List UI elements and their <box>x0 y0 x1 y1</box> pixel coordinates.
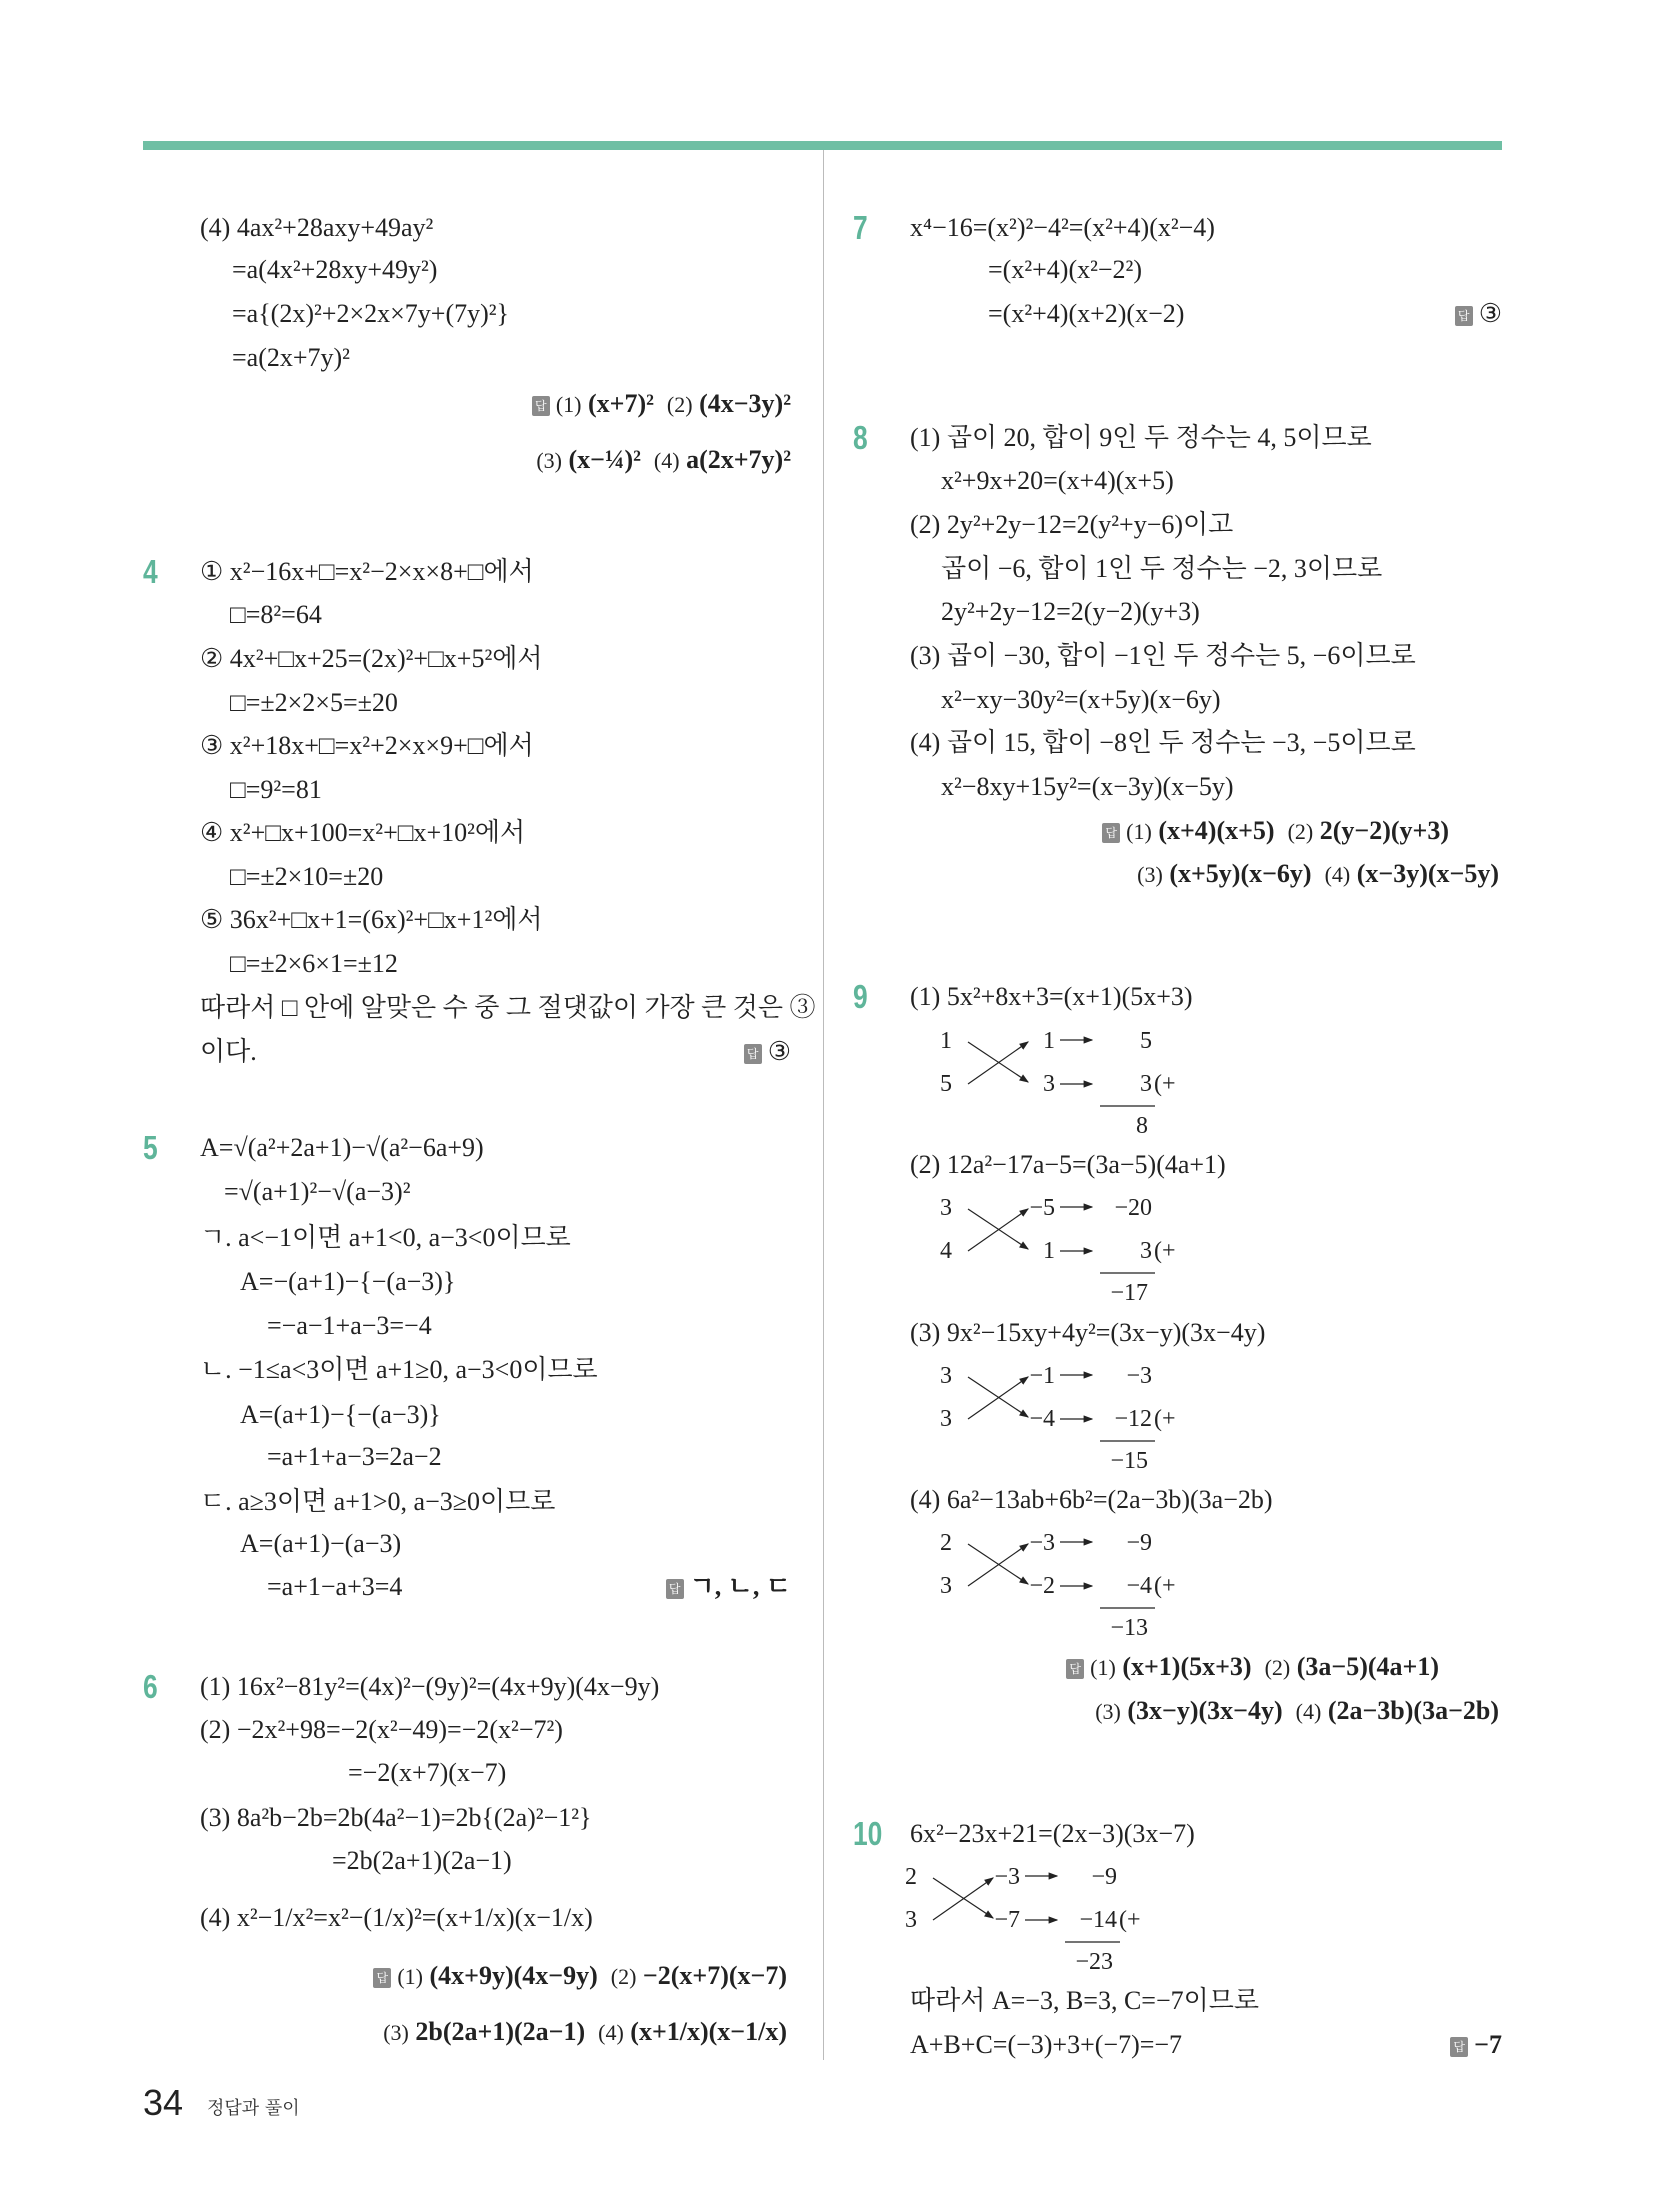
s5-line: ㄴ. −1≤a<3이면 a+1≥0, a−3<0이므로 <box>200 1355 598 1384</box>
s8-line: (4) 곱이 15, 합이 −8인 두 정수는 −3, −5이므로 <box>910 728 1416 757</box>
cross-product: −9 <box>1126 1530 1152 1556</box>
sum-sign: (+ <box>1154 1406 1176 1432</box>
answer-value: (x−3y)(x−5y) <box>1356 859 1499 888</box>
cross-right-factor: 1 <box>1043 1238 1055 1264</box>
answer-label: (3) <box>536 448 562 473</box>
s5-line: =a+1−a+3=4 <box>267 1572 403 1601</box>
s5-line: ㄱ. a<−1이면 a+1<0, a−3<0이므로 <box>200 1223 571 1252</box>
answer-value: 2(y−2)(y+3) <box>1319 816 1449 845</box>
s10-equation: 6x²−23x+21=(2x−3)(3x−7) <box>910 1819 1195 1848</box>
s6-line: (3) 8a²b−2b=2b(4a²−1)=2b{(2a)²−1²} <box>200 1803 592 1832</box>
s3-line: =a(2x+7y)² <box>232 343 350 372</box>
cross-product: −4 <box>1126 1573 1152 1599</box>
s9-equation: (2) 12a²−17a−5=(3a−5)(4a+1) <box>910 1150 1226 1179</box>
answer-icon: 답 <box>532 396 550 416</box>
s9-answer-row <box>1095 1691 1499 1732</box>
answer-value: ③ <box>1478 299 1502 328</box>
cross-right-factor: −3 <box>994 1864 1020 1890</box>
s7-line: =(x²+4)(x²−2²) <box>988 255 1143 284</box>
s4-line: □=8²=64 <box>230 600 322 629</box>
cross-left-factor: 3 <box>940 1195 952 1221</box>
answer-value: (3x−y)(3x−4y) <box>1127 1696 1283 1725</box>
cross-left-factor: 3 <box>940 1573 952 1599</box>
answer-label: (3) <box>1137 862 1163 887</box>
cross-sum: −13 <box>1110 1615 1148 1641</box>
column-divider <box>823 150 824 2060</box>
s9-equation: (1) 5x²+8x+3=(x+1)(5x+3) <box>910 982 1193 1011</box>
cross-left-factor: 2 <box>940 1530 952 1556</box>
cross-left-factor: 5 <box>940 1071 952 1097</box>
s4-line: ② 4x²+□x+25=(2x)²+□x+5²에서 <box>200 644 543 673</box>
s3-line: =a(4x²+28xy+49y²) <box>232 255 438 284</box>
section-number: 5 <box>143 1129 158 1166</box>
s8-line: x²−xy−30y²=(x+5y)(x−6y) <box>941 685 1221 714</box>
answer-value: (x+5y)(x−6y) <box>1169 859 1312 888</box>
cross-left-factor: 3 <box>940 1363 952 1389</box>
answer-value: 2b(2a+1)(2a−1) <box>415 2017 586 2046</box>
s6-line: =−2(x+7)(x−7) <box>348 1758 507 1787</box>
s10-answer <box>1450 2027 1502 2063</box>
cross-multiplication-diagram <box>940 1361 1200 1491</box>
s5-line: A=(a+1)−(a−3) <box>240 1529 402 1558</box>
answer-value: (4x+9y)(4x−9y) <box>429 1961 598 1990</box>
sum-sign: (+ <box>1154 1071 1176 1097</box>
s4-line: ③ x²+18x+□=x²+2×x×9+□에서 <box>200 731 534 760</box>
s8-answer-row <box>1137 854 1499 895</box>
cross-product: −20 <box>1114 1195 1152 1221</box>
cross-sum: −23 <box>1075 1949 1113 1975</box>
s8-line: (1) 곱이 20, 합이 9인 두 정수는 4, 5이므로 <box>910 423 1372 452</box>
s6-line: =2b(2a+1)(2a−1) <box>332 1846 512 1875</box>
answer-icon: 답 <box>744 1044 762 1064</box>
answer-label: (1) <box>397 1964 423 1989</box>
s5-line: A=(a+1)−{−(a−3)} <box>240 1400 441 1429</box>
header-accent-bar <box>143 141 1502 150</box>
cross-product: −9 <box>1091 1864 1117 1890</box>
cross-left-factor: 1 <box>940 1028 952 1054</box>
answer-icon: 답 <box>1455 306 1473 326</box>
s4-line: □=±2×2×5=±20 <box>230 688 398 717</box>
s5-line: ㄷ. a≥3이면 a+1>0, a−3≥0이므로 <box>200 1487 556 1516</box>
s3-answer-row <box>536 440 791 481</box>
s8-line: 곱이 −6, 합이 1인 두 정수는 −2, 3이므로 <box>941 554 1383 583</box>
answer-label: (1) <box>1126 819 1152 844</box>
s7-answer <box>1455 296 1502 332</box>
answer-label: (2) <box>1264 1655 1291 1680</box>
s4-line: □=±2×6×1=±12 <box>230 949 398 978</box>
cross-sum: −15 <box>1110 1448 1148 1474</box>
s8-line: (3) 곱이 −30, 합이 −1인 두 정수는 5, −6이므로 <box>910 641 1416 670</box>
cross-right-factor: −1 <box>1029 1363 1055 1389</box>
answer-label: (4) <box>1324 862 1351 887</box>
s6-line: (4) x²−1/x²=x²−(1/x)²=(x+1/x)(x−1/x) <box>200 1903 593 1932</box>
s9-equation: (3) 9x²−15xy+4y²=(3x−y)(3x−4y) <box>910 1318 1266 1347</box>
s8-line: x²+9x+20=(x+4)(x+5) <box>941 466 1174 495</box>
answer-icon: 답 <box>1450 2037 1468 2057</box>
section-number: 9 <box>853 978 868 1015</box>
cross-right-factor: 3 <box>1043 1071 1055 1097</box>
cross-product: −12 <box>1114 1406 1152 1432</box>
s3-answer-row <box>532 384 791 425</box>
page-number: 34 <box>143 2082 184 2123</box>
answer-value: (x+7)² <box>587 389 654 418</box>
s10-line: A+B+C=(−3)+3+(−7)=−7 <box>910 2030 1183 2059</box>
cross-right-factor: −4 <box>1029 1406 1055 1432</box>
s3-line: (4) 4ax²+28axy+49ay² <box>200 213 434 242</box>
cross-right-factor: −7 <box>994 1907 1020 1933</box>
cross-right-factor: 1 <box>1043 1028 1055 1054</box>
s3-line: =a{(2x)²+2×2x×7y+(7y)²} <box>232 299 510 328</box>
answer-value: −7 <box>1474 2030 1502 2059</box>
s7-line: x⁴−16=(x²)²−4²=(x²+4)(x²−4) <box>910 213 1215 242</box>
answer-value: ③ <box>767 1037 791 1066</box>
answer-value: −2(x+7)(x−7) <box>642 1961 787 1990</box>
cross-left-factor: 3 <box>905 1907 917 1933</box>
answer-value: (4x−3y)² <box>699 389 791 418</box>
s4-answer <box>744 1034 791 1070</box>
answer-value: (x+1/x)(x−1/x) <box>630 2017 787 2046</box>
sum-sign: (+ <box>1154 1573 1176 1599</box>
answer-label: (2) <box>666 392 693 417</box>
s6-answer-row <box>383 2012 787 2053</box>
s4-line: ④ x²+□x+100=x²+□x+10²에서 <box>200 818 526 847</box>
cross-product: −14 <box>1079 1907 1117 1933</box>
footer-label: 정답과 풀이 <box>207 2098 300 2119</box>
cross-right-factor: −3 <box>1029 1530 1055 1556</box>
s9-answer-row <box>1066 1647 1439 1688</box>
s4-line: 이다. <box>200 1037 257 1066</box>
s4-line: ① x²−16x+□=x²−2×x×8+□에서 <box>200 557 534 586</box>
cross-product: 3 <box>1140 1071 1152 1097</box>
s5-line: A=−(a+1)−{−(a−3)} <box>240 1267 456 1296</box>
cross-multiplication-diagram <box>940 1193 1200 1323</box>
sum-sign: (+ <box>1119 1907 1141 1933</box>
answer-value: (2a−3b)(3a−2b) <box>1327 1696 1499 1725</box>
answer-label: (1) <box>1090 1655 1116 1680</box>
cross-right-factor: −5 <box>1029 1195 1055 1221</box>
section-number: 6 <box>143 1668 158 1705</box>
answer-icon: 답 <box>1102 823 1120 843</box>
answer-value: (x−¼)² <box>568 445 641 474</box>
cross-right-factor: −2 <box>1029 1573 1055 1599</box>
s6-line: (1) 16x²−81y²=(4x)²−(9y)²=(4x+9y)(4x−9y) <box>200 1672 660 1701</box>
answer-value: ㄱ, ㄴ, ㄷ <box>689 1572 791 1601</box>
section-number: 8 <box>853 419 868 456</box>
s6-answer-row <box>373 1956 787 1997</box>
answer-label: (2) <box>1287 819 1314 844</box>
s10-line: 따라서 A=−3, B=3, C=−7이므로 <box>910 1986 1259 2015</box>
answer-icon: 답 <box>1066 1659 1084 1679</box>
answer-label: (3) <box>1095 1699 1121 1724</box>
answer-value: (x+4)(x+5) <box>1158 816 1275 845</box>
s4-line: ⑤ 36x²+□x+1=(6x)²+□x+1²에서 <box>200 905 543 934</box>
s4-line: 따라서 □ 안에 알맞은 수 중 그 절댓값이 가장 큰 것은 ③ <box>200 993 816 1022</box>
s5-line: =√(a+1)²−√(a−3)² <box>224 1177 411 1206</box>
cross-multiplication-diagram <box>940 1026 1200 1156</box>
s8-line: x²−8xy+15y²=(x−3y)(x−5y) <box>941 772 1234 801</box>
s4-line: □=±2×10=±20 <box>230 862 384 891</box>
cross-multiplication-diagram <box>940 1528 1200 1658</box>
cross-multiplication-diagram <box>905 1862 1165 1992</box>
cross-product: −3 <box>1126 1363 1152 1389</box>
cross-product: 5 <box>1140 1028 1152 1054</box>
answer-value: a(2x+7y)² <box>686 445 791 474</box>
answer-label: (4) <box>598 2020 624 2045</box>
answer-value: (x+1)(5x+3) <box>1122 1652 1252 1681</box>
sum-sign: (+ <box>1154 1238 1176 1264</box>
s6-line: (2) −2x²+98=−2(x²−49)=−2(x²−7²) <box>200 1715 563 1744</box>
answer-label: (1) <box>555 392 582 417</box>
s5-line: =−a−1+a−3=−4 <box>267 1311 432 1340</box>
answer-label: (4) <box>1295 1699 1322 1724</box>
answer-value: (3a−5)(4a+1) <box>1296 1652 1439 1681</box>
answer-label: (4) <box>653 448 680 473</box>
answer-icon: 답 <box>373 1968 391 1988</box>
section-number: 4 <box>143 553 158 590</box>
s5-line: A=√(a²+2a+1)−√(a²−6a+9) <box>200 1133 484 1162</box>
cross-product: 3 <box>1140 1238 1152 1264</box>
s8-line: (2) 2y²+2y−12=2(y²+y−6)이고 <box>910 510 1234 539</box>
s5-line: =a+1+a−3=2a−2 <box>267 1442 442 1471</box>
cross-left-factor: 4 <box>940 1238 952 1264</box>
s9-equation: (4) 6a²−13ab+6b²=(2a−3b)(3a−2b) <box>910 1485 1273 1514</box>
s5-answer <box>666 1569 791 1605</box>
s8-answer-row <box>1102 811 1449 852</box>
s8-line: 2y²+2y−12=2(y−2)(y+3) <box>941 597 1200 626</box>
cross-sum: −17 <box>1110 1280 1148 1306</box>
answer-icon: 답 <box>666 1579 684 1599</box>
s7-line: =(x²+4)(x+2)(x−2) <box>988 299 1185 328</box>
section-number: 7 <box>853 209 868 246</box>
answer-label: (2) <box>610 1964 637 1989</box>
cross-left-factor: 3 <box>940 1406 952 1432</box>
section-number: 10 <box>853 1815 883 1852</box>
cross-left-factor: 2 <box>905 1864 917 1890</box>
cross-sum: 8 <box>1136 1113 1148 1139</box>
answer-label: (3) <box>383 2020 409 2045</box>
s4-line: □=9²=81 <box>230 775 322 804</box>
